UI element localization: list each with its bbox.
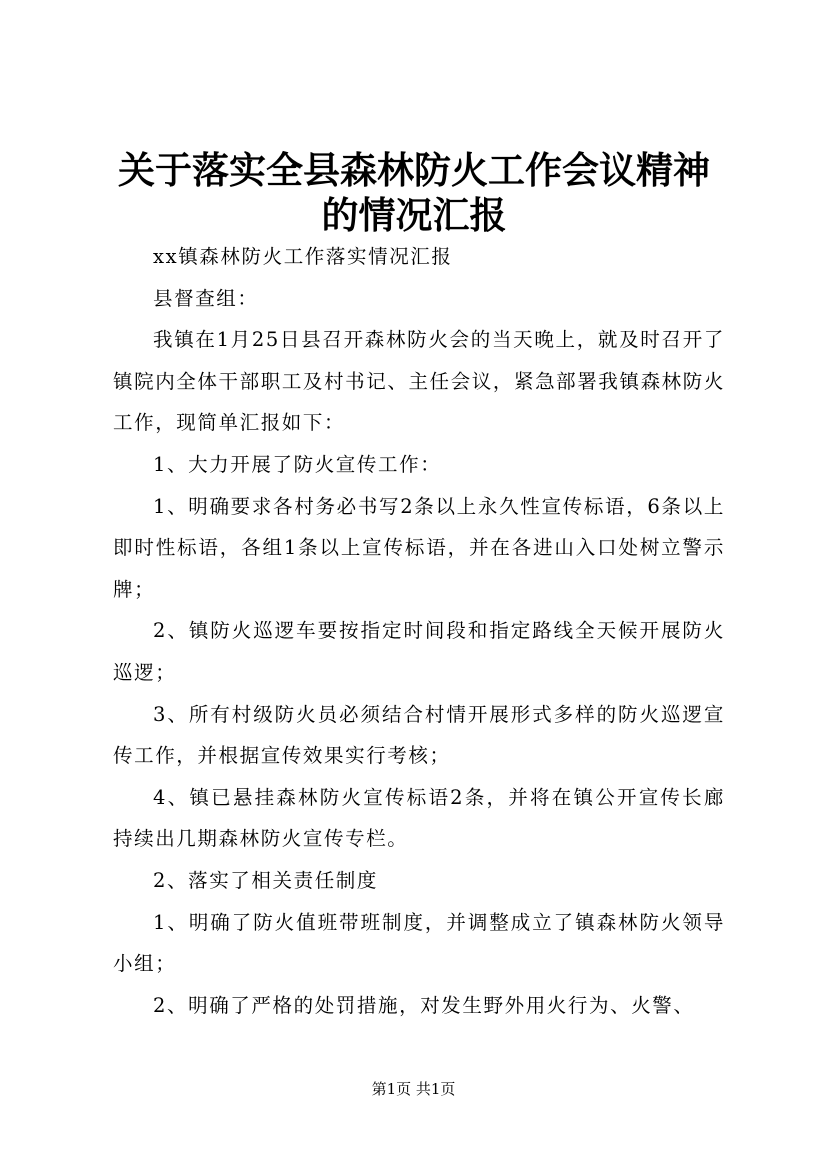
paragraph-item: 2、镇防火巡逻车要按指定时间段和指定路线全天候开展防火巡逻； — [113, 619, 725, 684]
paragraph-item: 4、镇已悬挂森林防火宣传标语2条，并将在镇公开宣传长廊持续出几期森林防火宣传专栏。 — [113, 785, 725, 851]
section-heading-publicity: 1、大力开展了防火宣传工作： — [153, 452, 442, 476]
page-footer: 第1页 共1页 — [371, 1080, 456, 1098]
paragraph-item: 2、明确了严格的处罚措施，对发生野外用火行为、火警、 — [153, 993, 695, 1017]
document-title: 关于落实全县森林防火工作会议精神的情况汇报 — [118, 148, 710, 237]
paragraph-intro: 我镇在1月25日县召开森林防火会的当天晚上，就及时召开了镇院内全体干部职工及村书记、主任会议，紧急部署我镇森林防火工作，现简单汇报如下： — [113, 328, 725, 435]
section-heading-responsibility: 2、落实了相关责任制度 — [153, 868, 379, 892]
paragraph-subtitle: xx镇森林防火工作落实情况汇报 — [153, 245, 453, 268]
paragraph-item: 1、明确了防火值班带班制度，并调整成立了镇森林防火领导小组； — [113, 910, 725, 976]
paragraph-addressee: 县督查组： — [153, 286, 259, 310]
paragraph-item: 3、所有村级防火员必须结合村情开展形式多样的防火巡逻宣传工作，并根据宣传效果实行考核； — [113, 702, 725, 768]
paragraph-item: 1、明确要求各村务必书写2条以上永久性宣传标语，6条以上即时性标语，各组1条以上宣传标语，并在各进山入口处树立警示牌； — [113, 494, 725, 601]
document-body — [113, 236, 725, 1026]
